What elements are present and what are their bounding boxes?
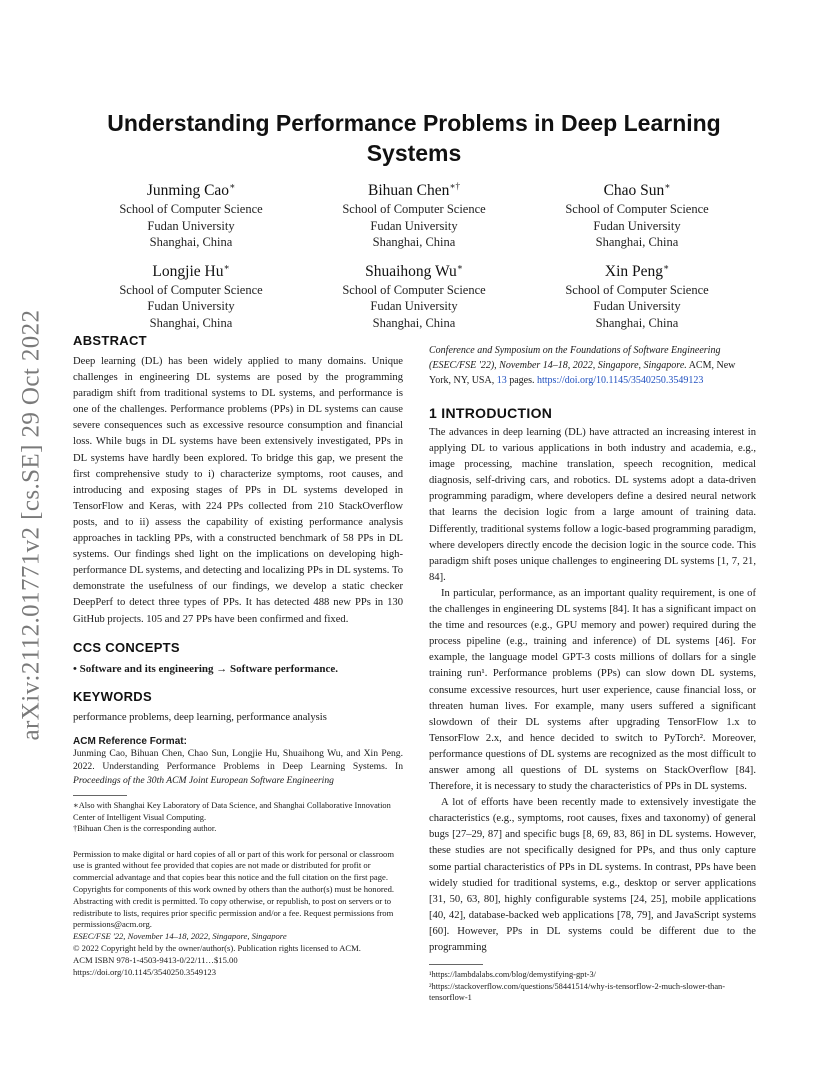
author-name: Xin Peng [604,262,663,280]
author-name: Bihuan Chen [368,182,450,200]
author-univ: Fudan University [370,299,458,314]
permission-doi-link[interactable]: https://doi.org/10.1145/3540250.3549123 [73,966,216,977]
author-univ: Fudan University [370,218,458,233]
author-dept: School of Computer Science [119,282,263,297]
acm-ref-continuation [429,343,756,388]
right-column [429,333,756,1004]
arxiv-id: arXiv:2112.01771v2 [cs.SE] 29 Oct 2022 [17,309,45,741]
author-block [80,176,748,337]
author-name: Longjie Hu [152,262,224,280]
keywords-text: performance problems, deep learning, performance analysis [73,711,327,723]
author-card [303,257,525,332]
abstract-text: Deep learning (DL) has been widely applied to many domains. Unique challenges in engineering DL systems are posed by the programming paradigm shift from traditional systems to DL systems, and performance is one of the challenges. Performance problems (PPs) in DL systems can cause severe consequences such as excessive resource consumption and financial loss. While bugs in DL systems have been extensively investigated, PPs in DL systems have hardly been explored. To bridge this gap, we present the first comprehensive study to i) characterize symptoms, root causes, and introducing and exposing stages of PPs in DL systems developed in TensorFlow and Keras, with 224 PPs collected from 210 StackOverflow posts, and to ii) assess the capability of existing performance analysis approaches in tackling PPs, with a constructed benchmark of 58 PPs in DL systems. Our findings shed light on the implications on developing high-performance DL systems, and detecting and localizing PPs in DL systems. To demonstrate the usefulness of our findings, we develop a static checker DeepPerf to detect three types of PPs. It has detected 488 new PPs in 130 GitHub projects. 105 and 27 PPs have been confirmed and fixed. [73,356,403,625]
author-mark: ∗ [663,261,670,272]
author-dept: School of Computer Science [565,202,709,217]
abstract-heading: ABSTRACT [73,333,147,348]
footnote-rule [429,964,483,965]
author-dept: School of Computer Science [342,202,486,217]
author-name: Shuaihong Wu [365,262,457,280]
permission-venue: ESEC/FSE '22, November 14–18, 2022, Singapore, Singapore [73,931,287,942]
permission-isbn: ACM ISBN 978-1-4503-9413-0/22/11…$15.00 [73,954,238,965]
author-loc: Shanghai, China [595,235,679,250]
footnote-link[interactable]: ²https://stackoverflow.com/questions/58441514/why-is-tensorflow-2-much-slower-than-tensorflow-1 [429,981,726,1003]
author-univ: Fudan University [147,299,235,314]
acm-ref-cont-italic: Conference and Symposium on the Foundations of Software Engineering (ESEC/FSE '22), November 14–18, 2022, Singapore, Singapore. [429,345,721,371]
acm-ref-pages-word: pages. [506,375,537,386]
author-card [303,176,525,251]
intro-paragraph: The advances in deep learning (DL) have attracted an increasing interest in applying DL to various applications in both industry and academia, e.g., image processing, machine translation, speech recognition, medical diagnosis, self-driving cars, and robotics. DL systems adopt a data-driven programming paradigm, where developers define a desired neural network that learns the decision logic from a large amount of training data. Differently, traditional systems follow a logic-based programming paradigm, where developers directly encode the decision logic in the source code. This paradigm shift poses unique challenges to engineering DL systems [1, 7, 21, 84]. [429,427,756,583]
author-name: Junming Cao [146,182,230,200]
acm-ref-heading: ACM Reference Format: [73,735,187,747]
author-loc: Shanghai, China [149,235,233,250]
author-mark: ∗† [449,181,460,191]
acm-ref-text [73,747,403,788]
acm-ref-doi-link[interactable]: https://doi.org/10.1145/3540250.3549123 [537,375,704,386]
author-dept: School of Computer Science [119,202,263,217]
author-row [80,257,748,332]
acm-ref-italic: Proceedings of the 30th ACM Joint European Software Engineering [73,774,334,786]
intro-paragraph: In particular, performance, as an important quality requirement, is one of the challenges in engineering DL systems [84]. It has a significant impact on the time and resources (e.g., GPU memory and power) required during the process pipeline (e.g., training and inference) of DL systems [46]. For example, the language model GPT-3 costs millions of dollars for a single training run¹. Performance problems (PPs) can slow down DL systems, consume excessive resources, hurt user experience, cause financial loss, or threaten human lives. For example, many users suffered a significant slowdown of their DL systems after upgrading TensorFlow 1.x to TensorFlow 2.x, and hence decided to switch to PyTorch². Moreover, performance questions of DL systems are recognized as the most difficult to answer among all questions of DL systems on StackOverflow [84]. Therefore, it is necessary to study the characteristics of PPs in DL systems. [429,587,756,793]
acm-ref-pages-link[interactable]: 13 [496,375,507,386]
author-loc: Shanghai, China [595,315,679,330]
author-card [80,176,302,251]
footnote: †Bihuan Chen is the corresponding author. [73,824,217,834]
author-loc: Shanghai, China [372,315,456,330]
author-mark: ∗ [456,261,463,272]
author-card [80,257,302,332]
author-mark: ∗ [664,181,671,191]
footnote-link[interactable]: ¹https://lambdalabs.com/blog/demystifying-gpt-3/ [429,970,596,980]
keywords-heading: KEYWORDS [73,688,152,704]
permission-notice: Permission to make digital or hard copies of all or part of this work for personal or classroom use is granted without fee provided that copies are not made or distributed for profit or commercial advantage and that copies bear this notice and the full citation on the first page. Copyrights for components of this work owned by others than the author(s) must be honored. Abstracting with credit is permitted. To copy otherwise, or republish, to post on servers or to redistribute to lists, requires prior specific permission and/or a fee. Request permissions from permissions@acm.org. [73,848,395,930]
author-row [80,176,748,251]
author-card [526,257,748,332]
intro-paragraph: A lot of efforts have been recently made to extensively investigate the characteristics (e.g., symptoms, root causes, fixes and taxonomy) of general bugs [27–29, 87] and specific bugs [8, 69, 83, 86] in DL systems. However, these studies are not specifically designed for PPs, and thus only capture some partial characteristics of PPs in DL systems. In contrast, PPs have been widely studied for traditional systems, e.g., desktop or server applications [31, 50, 63, 80], highly configurable systems [24, 25], mobile applications [40, 42], database-backed web applications [78, 79], and JavaScript systems [60]. However, PPs in DL systems could be different due to the programming [429,797,756,953]
paper-title: Understanding Performance Problems in Deep Learning Systems [107,110,721,166]
author-univ: Fudan University [593,218,681,233]
author-loc: Shanghai, China [149,315,233,330]
arxiv-watermark [8,290,54,760]
footnote-rule [73,795,127,796]
author-univ: Fudan University [593,299,681,314]
author-mark: ∗ [229,181,236,191]
acm-ref-cont-plain: ACM, New York, NY, USA, [429,360,736,386]
footnote: ∗Also with Shanghai Key Laboratory of Data Science, and Shanghai Collaborative Innovation Center of Intelligent Visual Computing. [73,801,391,822]
author-loc: Shanghai, China [372,235,456,250]
author-mark: ∗ [223,261,230,272]
author-dept: School of Computer Science [565,282,709,297]
author-dept: School of Computer Science [342,282,486,297]
ccs-concept: • Software and its engineering → Software performance. [73,662,338,675]
left-column [73,333,403,978]
acm-ref-plain: Junming Cao, Bihuan Chen, Chao Sun, Longjie Hu, Shuaihong Wu, and Xin Peng. 2022. Understanding Performance Problems in Deep Learning Systems. In [73,747,403,773]
permission-copyright: © 2022 Copyright held by the owner/author(s). Publication rights licensed to ACM. [73,943,361,954]
ccs-heading: CCS CONCEPTS [73,639,180,655]
author-univ: Fudan University [147,218,235,233]
intro-heading: 1 INTRODUCTION [429,405,553,421]
author-card [526,176,748,251]
author-name: Chao Sun [603,182,665,200]
